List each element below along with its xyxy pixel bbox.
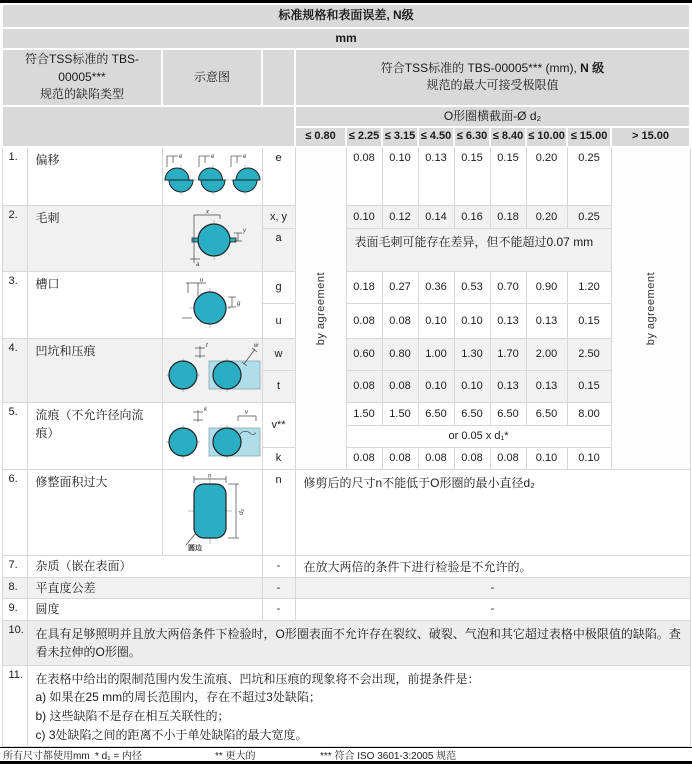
limit-value-cell: 0.08 — [346, 147, 382, 206]
flow-mark-diagram-cell — [162, 402, 262, 469]
defect-number: 1. — [2, 147, 27, 206]
trim-diagram — [164, 471, 260, 551]
limit-value-cell: 0.10 — [526, 447, 567, 469]
defect-number: 7. — [2, 555, 27, 577]
size-col-header: ≤ 6.30 — [454, 127, 490, 147]
pit-diagram-cell — [162, 338, 262, 402]
limit-value-cell: 1.20 — [567, 271, 611, 303]
limit-value-cell: 0.10 — [382, 147, 418, 206]
dim-label-k: k — [204, 406, 207, 413]
limit-value-cell: 2.50 — [567, 338, 611, 370]
limits-header-line2: 规范的最大可接受极限值 — [426, 78, 559, 93]
table-row — [2, 205, 690, 228]
symbol-cell: - — [262, 598, 295, 620]
limit-value-cell: 0.08 — [382, 370, 418, 402]
defect-number: 3. — [2, 271, 27, 338]
note-cell: 修剪后的尺寸n不能低于O形圈的最小直径d₂ — [295, 469, 690, 555]
limit-value-cell: 1.50 — [382, 402, 418, 425]
condition-b: b) 这些缺陷不是存在相互关联性的； — [35, 709, 230, 724]
dim-label-e: e — [179, 153, 183, 160]
table-row — [2, 555, 690, 577]
limits-header-line1b: N 级 — [580, 61, 605, 76]
symbol-cell: w — [262, 338, 295, 370]
footnote-d1: * d₁ = 内径 — [95, 751, 143, 763]
limits-header-line1a: 符合TSS标准的 TBS-00005*** (mm), — [380, 61, 581, 76]
limit-value-cell: 0.27 — [382, 271, 418, 303]
limit-value-cell: 8.00 — [567, 402, 611, 425]
limits-header — [295, 49, 690, 105]
unit-label: mm — [2, 28, 690, 49]
footnote-larger: ** 更大的 — [215, 751, 256, 763]
note-cell: - — [295, 577, 690, 598]
dim-label-d2: d₂ — [238, 508, 245, 515]
limit-value-cell: 0.16 — [454, 205, 490, 228]
limit-value-cell: 2.00 — [526, 338, 567, 370]
defect-number: 9. — [2, 598, 27, 620]
limit-value-cell: 0.15 — [454, 147, 490, 206]
symbol-cell: - — [262, 577, 295, 598]
flow-mark-diagram — [164, 404, 260, 465]
table-row — [2, 665, 690, 746]
limit-value-cell: 0.10 — [418, 370, 454, 402]
symbol-cell: v** — [262, 402, 295, 447]
diagram-header: 示意图 — [162, 49, 262, 105]
limit-value-cell: 0.13 — [490, 370, 526, 402]
limit-value-cell: 0.08 — [346, 447, 382, 469]
symbol-cell: t — [262, 370, 295, 402]
symbol-cell: a — [262, 229, 295, 272]
dim-label-u: u — [200, 277, 204, 284]
footnotes-bar — [0, 747, 692, 764]
note-cell: 在放大两倍的条件下进行检验是不允许的。 — [295, 555, 690, 577]
limit-value-cell: 0.08 — [346, 303, 382, 338]
defect-number: 2. — [2, 205, 27, 271]
condition-c: c) 3处缺陷之间的距离不小于单处缺陷的最大宽度。 — [35, 727, 308, 742]
limit-value-cell: 0.10 — [567, 447, 611, 469]
defect-type-header-line2: 规范的缺陷类型 — [39, 87, 124, 102]
general-note: 在具有足够照明并且放大两倍条件下检验时，O形圈表面不允许存在裂纹、破裂、气泡和其它超过表格中极限值的缺陷。查看未拉伸的O形圈。 — [27, 620, 690, 665]
limit-value-cell: 0.13 — [526, 303, 567, 338]
defect-name: 修整面积过大 — [27, 469, 162, 555]
size-col-header: ≤ 8.40 — [490, 127, 526, 147]
by-agreement-right — [611, 147, 690, 470]
limit-value-cell: 0.12 — [382, 205, 418, 228]
defect-number: 8. — [2, 577, 27, 598]
dim-label-a: a — [196, 261, 200, 268]
limit-value-cell: 0.14 — [418, 205, 454, 228]
defect-type-header — [2, 49, 162, 105]
table-row — [2, 402, 690, 425]
dim-label-g: g — [237, 300, 241, 307]
defect-number: 10. — [2, 620, 27, 665]
size-col-header: ≤ 0.80 — [295, 127, 346, 147]
defect-name: 毛刺 — [27, 205, 162, 271]
limit-value-cell: 6.50 — [418, 402, 454, 425]
by-agreement-label: by agreement — [314, 271, 327, 346]
defect-name: 流痕（不允许径向流痕） — [27, 402, 162, 469]
defect-name: 凹坑和压痕 — [27, 338, 162, 402]
conditions-note — [27, 665, 690, 746]
limit-value-cell: 1.70 — [490, 338, 526, 370]
limit-value-cell: 0.10 — [418, 303, 454, 338]
limit-value-cell: 0.13 — [526, 370, 567, 402]
dim-label-v: v — [245, 409, 248, 416]
limit-value-cell: 0.08 — [454, 447, 490, 469]
size-col-header: ≤ 3.15 — [382, 127, 418, 147]
limit-value-cell: 0.13 — [490, 303, 526, 338]
offset-diagram-cell — [162, 147, 262, 206]
footnote-iso: *** 符合 ISO 3601-3:2005 规范 — [320, 751, 457, 763]
table-row — [2, 338, 690, 370]
limit-value-cell: 0.70 — [490, 271, 526, 303]
size-col-header: > 15.00 — [611, 127, 690, 147]
footnote-dimensions: 所有尺寸都使用mm — [3, 751, 90, 763]
dim-label-e: e — [243, 153, 247, 160]
limit-value-cell: 0.80 — [382, 338, 418, 370]
size-col-header: ≤ 10.00 — [526, 127, 567, 147]
symbol-cell: - — [262, 555, 295, 577]
limit-value-cell: 0.90 — [526, 271, 567, 303]
limit-value-cell: 0.15 — [567, 303, 611, 338]
conditions-intro: 在表格中给出的限制范围内发生流痕、凹坑和压痕的现象将不会出现，前提条件是： — [35, 671, 480, 686]
burr-diagram-cell — [162, 205, 262, 271]
symbol-cell: x, y — [262, 205, 295, 228]
burr-diagram — [164, 207, 260, 267]
limit-value-cell: 0.08 — [382, 303, 418, 338]
symbol-cell: g — [262, 271, 295, 303]
dim-label-e: e — [211, 153, 215, 160]
defect-name: 槽口 — [27, 271, 162, 338]
or-note-cell: or 0.05 x d₁* — [346, 426, 611, 447]
symbol-cell: n — [262, 469, 295, 555]
table-row — [2, 147, 690, 206]
limit-value-cell: 0.08 — [490, 447, 526, 469]
defect-name: 杂质（嵌在表面） — [27, 555, 262, 577]
dim-label-n: n — [208, 473, 212, 480]
header-spacer — [2, 106, 295, 147]
limit-value-cell: 0.10 — [454, 303, 490, 338]
size-col-header: ≤ 4.50 — [418, 127, 454, 147]
table-row — [2, 577, 690, 598]
limit-value-cell: 0.20 — [526, 147, 567, 206]
table-row — [2, 598, 690, 620]
symbol-header-empty — [262, 49, 295, 105]
limit-value-cell: 1.00 — [418, 338, 454, 370]
note-cell: 表面毛刺可能存在差异，但不能超过0.07 mm — [346, 229, 611, 272]
offset-diagram — [164, 149, 260, 201]
by-agreement-left — [295, 147, 346, 470]
limit-value-cell: 0.15 — [490, 147, 526, 206]
limit-value-cell: 0.60 — [346, 338, 382, 370]
limit-value-cell: 1.30 — [454, 338, 490, 370]
limits-header-line1 — [297, 60, 688, 77]
dim-label-w: w — [254, 342, 259, 349]
table-row — [2, 620, 690, 665]
table-row — [2, 271, 690, 303]
limit-value-cell: 0.13 — [418, 147, 454, 206]
limit-value-cell: 0.08 — [346, 370, 382, 402]
trim-diagram-cell — [162, 469, 262, 555]
size-col-header: ≤ 2.25 — [346, 127, 382, 147]
defect-spec-table — [1, 3, 691, 747]
limit-value-cell: 0.36 — [418, 271, 454, 303]
defect-name: 偏移 — [27, 147, 162, 206]
condition-a: a) 如果在25 mm的周长范围内，存在不超过3处缺陷； — [35, 690, 321, 705]
defect-number: 11. — [2, 665, 27, 746]
round-edge-label: 圆边 — [188, 544, 202, 552]
limit-value-cell: 0.15 — [567, 370, 611, 402]
symbol-cell: u — [262, 303, 295, 338]
symbol-cell: k — [262, 447, 295, 469]
cross-section-header: O形圈横截面-Ø d₂ — [295, 106, 690, 127]
by-agreement-label: by agreement — [644, 271, 657, 346]
limit-value-cell: 0.18 — [346, 271, 382, 303]
size-col-header: ≤ 15.00 — [567, 127, 611, 147]
limit-value-cell: 1.50 — [346, 402, 382, 425]
limit-value-cell: 6.50 — [490, 402, 526, 425]
pit-diagram — [164, 340, 260, 398]
limit-value-cell: 0.08 — [382, 447, 418, 469]
dim-label-t: t — [206, 342, 208, 349]
limit-value-cell: 0.18 — [490, 205, 526, 228]
page-title: 标准规格和表面误差, N级 — [2, 4, 690, 28]
note-cell: - — [295, 598, 690, 620]
dim-label-x: x — [206, 209, 209, 216]
defect-name: 平直度公差 — [27, 577, 262, 598]
symbol-cell: e — [262, 147, 295, 206]
defect-number: 5. — [2, 402, 27, 469]
defect-number: 6. — [2, 469, 27, 555]
dim-label-y: y — [243, 227, 246, 234]
table-row — [2, 469, 690, 555]
defect-type-header-line1: 符合TSS标准的 TBS-00005*** — [24, 52, 139, 84]
limit-value-cell: 0.20 — [526, 205, 567, 228]
limit-value-cell: 6.50 — [526, 402, 567, 425]
defect-name: 圆度 — [27, 598, 262, 620]
limit-value-cell: 0.10 — [346, 205, 382, 228]
notch-diagram-cell — [162, 271, 262, 338]
limit-value-cell: 0.25 — [567, 205, 611, 228]
limit-value-cell: 0.10 — [454, 370, 490, 402]
limit-value-cell: 6.50 — [454, 402, 490, 425]
defect-number: 4. — [2, 338, 27, 402]
notch-diagram — [164, 273, 260, 334]
limit-value-cell: 0.53 — [454, 271, 490, 303]
limit-value-cell: 0.25 — [567, 147, 611, 206]
limit-value-cell: 0.08 — [418, 447, 454, 469]
